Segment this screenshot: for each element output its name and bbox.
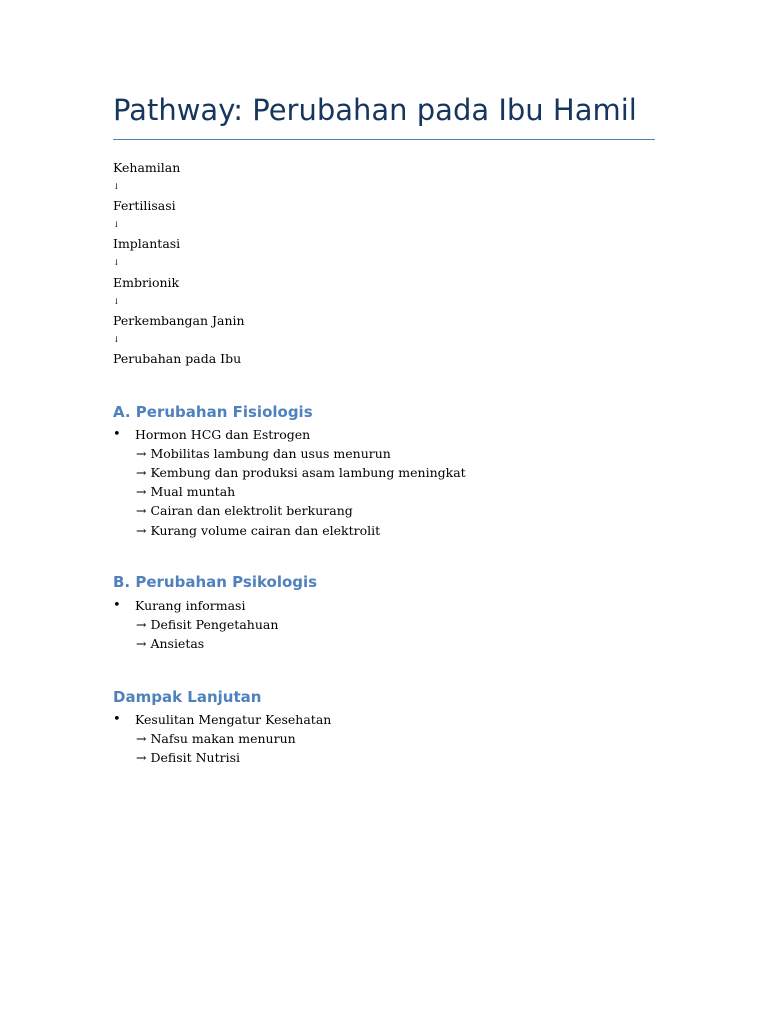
bullet-icon: • xyxy=(113,712,121,727)
bullet-icon: • xyxy=(113,427,121,442)
title-underline xyxy=(113,139,655,140)
sub-item: → Kurang volume cairan dan elektrolit xyxy=(136,523,381,538)
flow-step-implantasi: Implantasi xyxy=(113,236,181,251)
sub-item: → Mual muntah xyxy=(136,484,236,499)
sub-item: → Kembung dan produksi asam lambung meningkat xyxy=(136,465,466,480)
flow-arrow-icon: ↓ xyxy=(113,335,120,344)
flow-arrow-icon: ↓ xyxy=(113,182,120,191)
section-heading-dampak-lanjutan: Dampak Lanjutan xyxy=(113,688,262,706)
bullet-text: Kurang informasi xyxy=(135,598,246,613)
flow-arrow-icon: ↓ xyxy=(113,220,120,229)
flow-step-embrionik: Embrionik xyxy=(113,275,180,290)
sub-item: → Nafsu makan menurun xyxy=(136,731,296,746)
flow-step-kehamilan: Kehamilan xyxy=(113,160,181,175)
flow-arrow-icon: ↓ xyxy=(113,258,120,267)
sub-item: → Defisit Pengetahuan xyxy=(136,617,279,632)
section-heading-fisiologis: A. Perubahan Fisiologis xyxy=(113,403,313,421)
flow-step-perkembangan-janin: Perkembangan Janin xyxy=(113,313,245,328)
bullet-icon: • xyxy=(113,598,121,613)
flow-step-fertilisasi: Fertilisasi xyxy=(113,198,176,213)
sub-item: → Cairan dan elektrolit berkurang xyxy=(136,503,353,518)
flow-step-perubahan-pada-ibu: Perubahan pada Ibu xyxy=(113,351,242,366)
sub-item: → Mobilitas lambung dan usus menurun xyxy=(136,446,391,461)
sub-item: → Defisit Nutrisi xyxy=(136,750,241,765)
sub-item: → Ansietas xyxy=(136,636,205,651)
section-heading-psikologis: B. Perubahan Psikologis xyxy=(113,573,318,591)
bullet-text: Kesulitan Mengatur Kesehatan xyxy=(135,712,332,727)
page-title: Pathway: Perubahan pada Ibu Hamil xyxy=(113,93,637,127)
flow-arrow-icon: ↓ xyxy=(113,297,120,306)
bullet-text: Hormon HCG dan Estrogen xyxy=(135,427,311,442)
